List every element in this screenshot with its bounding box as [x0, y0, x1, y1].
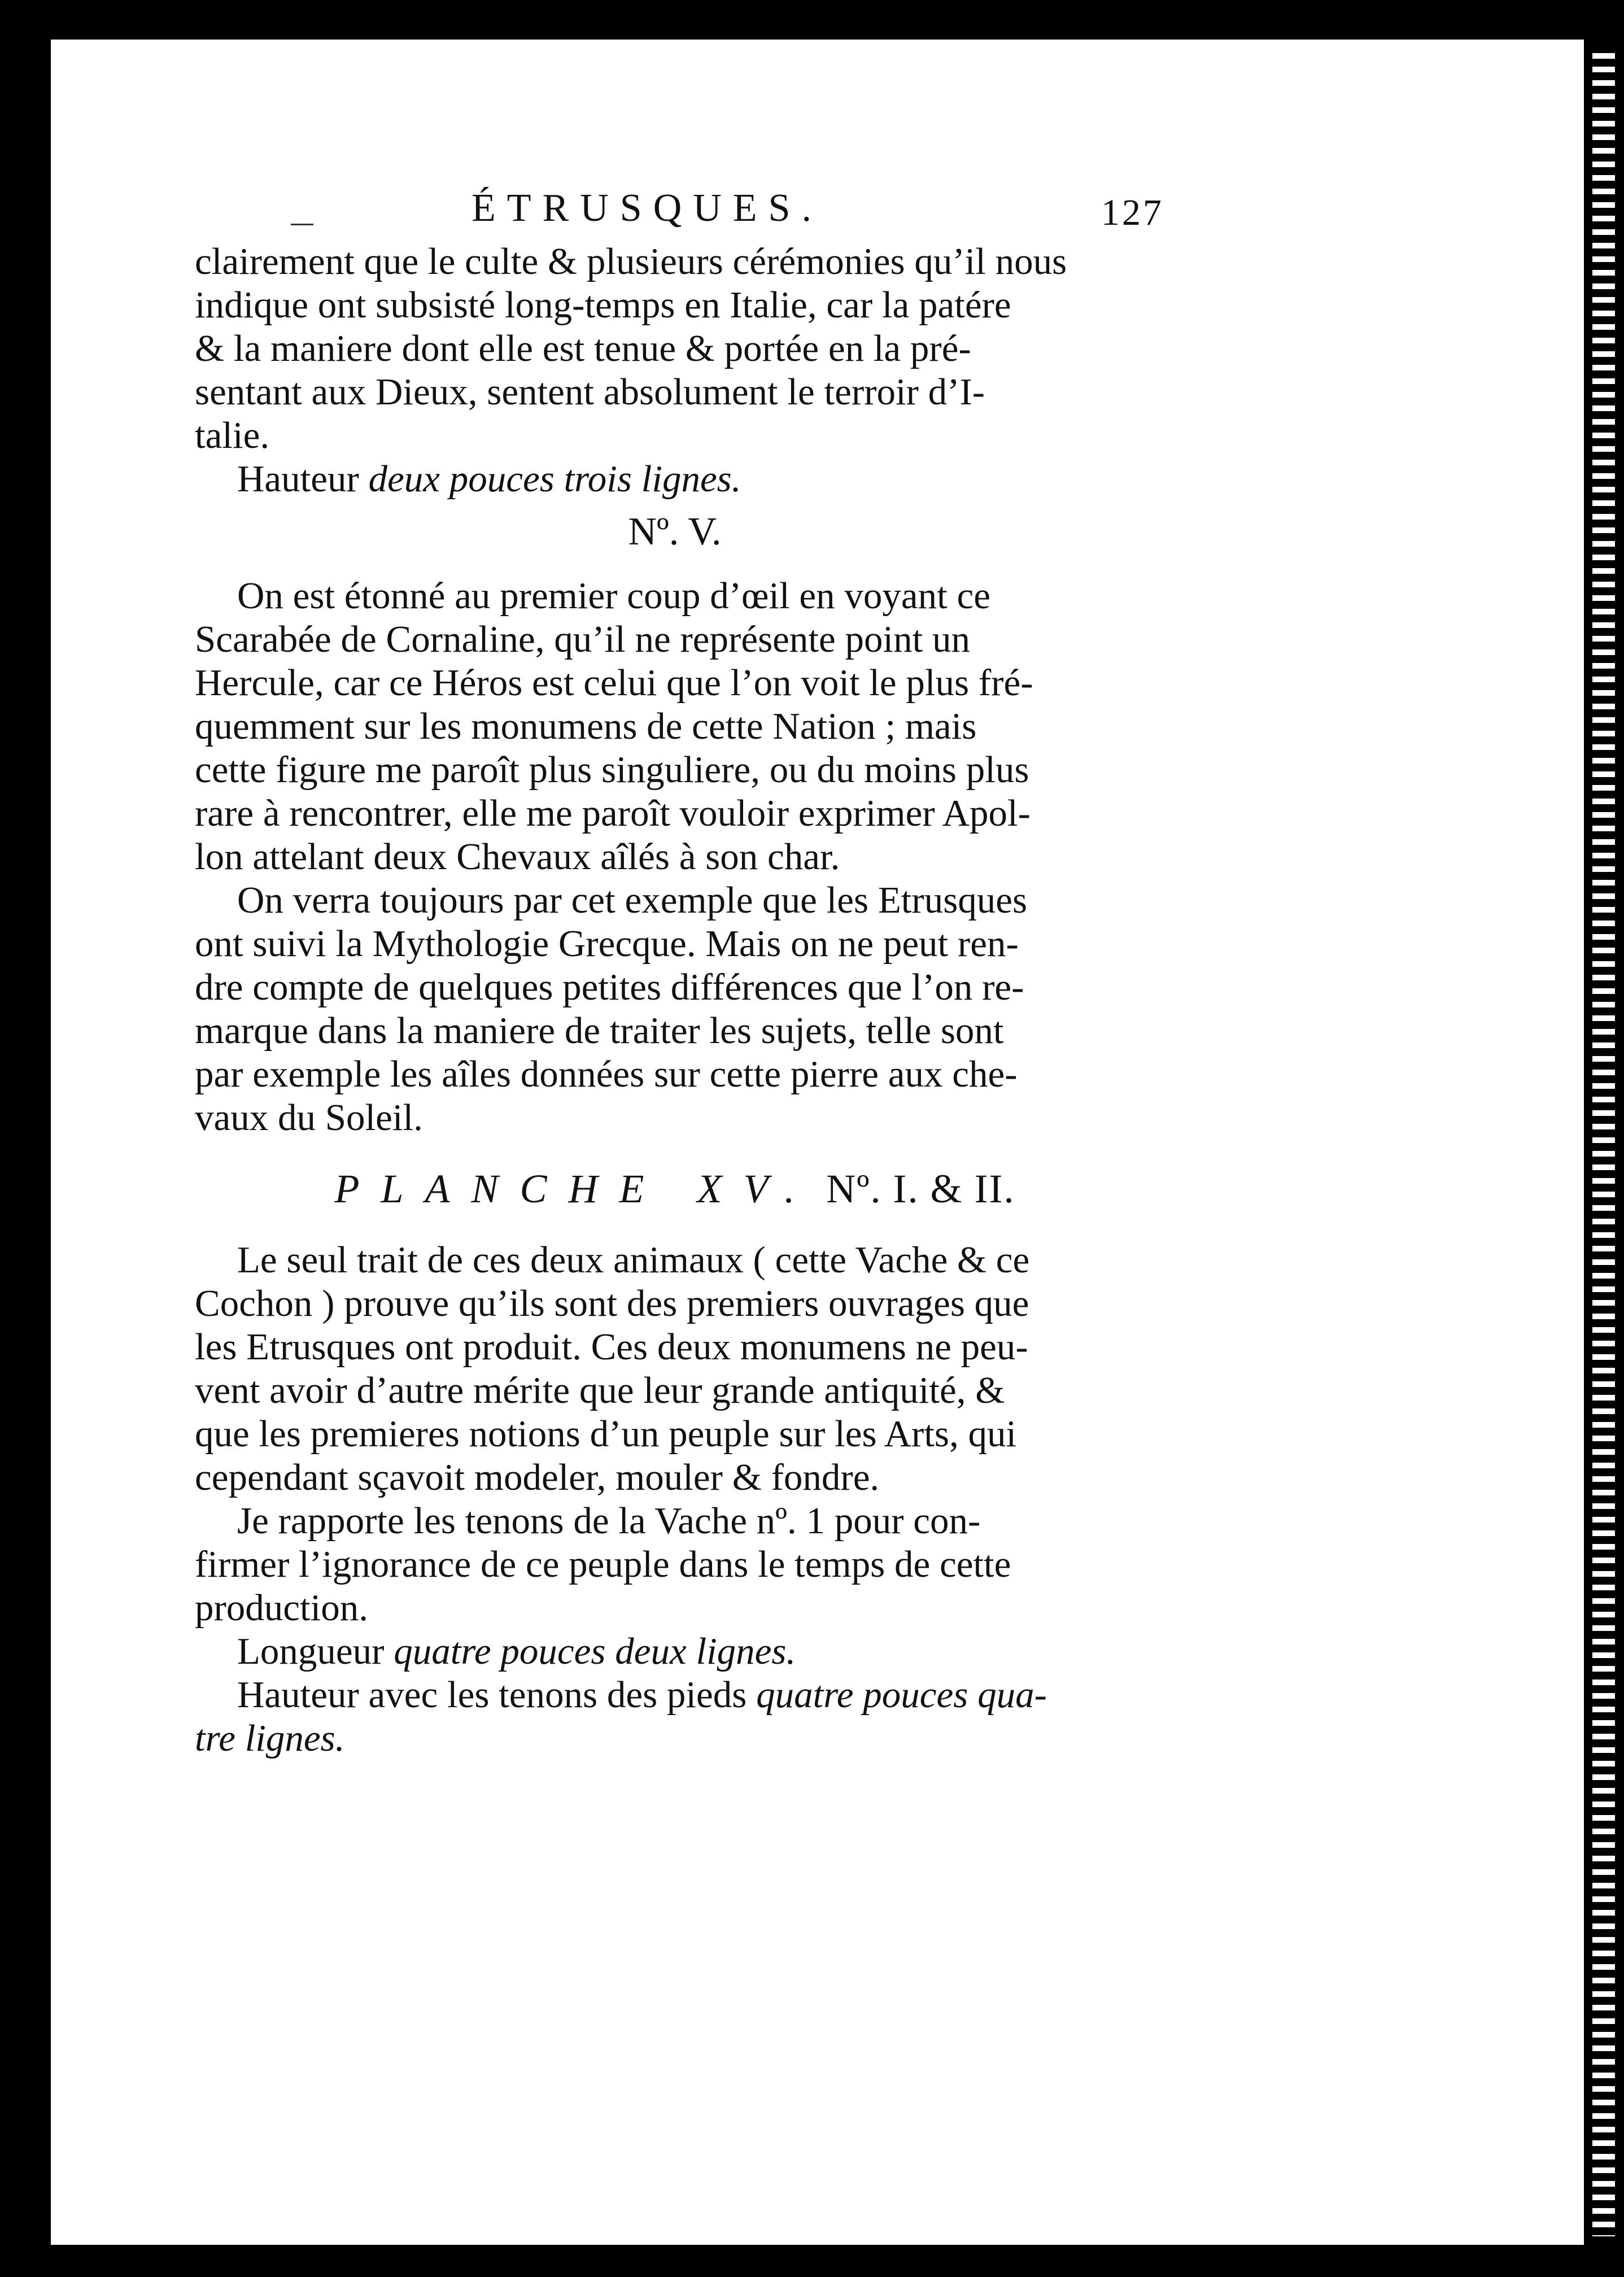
text-line: Le seul trait de ces deux animaux ( cette Vache & ce: [237, 1239, 1030, 1281]
text-line: marque dans la maniere de traiter les sujets, telle sont: [195, 1010, 1004, 1052]
text-line: que les premieres notions d’un peuple sur les Arts, qui: [195, 1413, 1017, 1455]
measure-label: Hauteur: [237, 458, 359, 500]
height-label: Hauteur avec les tenons des pieds: [237, 1674, 747, 1716]
text-line: clairement que le culte & plusieurs cérémonies qu’il nous: [195, 241, 1067, 282]
text-line: talie.: [195, 415, 270, 456]
text-line: On verra toujours par cet exemple que les Etrusques: [237, 879, 1028, 921]
text-line: sentant aux Dieux, sentent absolument le terroir d’I-: [195, 371, 985, 413]
section-heading-no5: Nº. V.: [628, 510, 722, 553]
height-value-part-1: quatre pouces qua-: [756, 1674, 1047, 1716]
text-line: firmer l’ignorance de ce peuple dans le temps de cette: [195, 1543, 1011, 1585]
measure-value: deux pouces trois lignes.: [368, 458, 741, 500]
height-value-part-2: tre lignes.: [195, 1717, 345, 1759]
text-line: lon attelant deux Chevaux aîlés à son char.: [195, 836, 840, 878]
page-edge-stripes: [1592, 45, 1615, 2236]
height-line: [195, 1673, 1155, 1717]
intro-paragraph: [195, 240, 1155, 501]
running-head: [195, 186, 1164, 240]
plate-label: PLANCHE XV.: [334, 1166, 817, 1211]
text-line: production.: [195, 1587, 369, 1629]
length-line: [195, 1630, 1155, 1673]
text-line: Je rapporte les tenons de la Vache nº. 1 pour con-: [237, 1500, 981, 1542]
plate15-measurements: [195, 1630, 1155, 1760]
text-line: vaux du Soleil.: [195, 1097, 423, 1138]
text-line: quemment sur les monumens de cette Nation ; mais: [195, 705, 977, 747]
running-title: ÉTRUSQUES.: [472, 186, 823, 230]
measure-line: [195, 457, 1155, 501]
text-line: Hercule, car ce Héros est celui que l’on voit le plus fré-: [195, 662, 1033, 704]
text-line: ont suivi la Mythologie Grecque. Mais on ne peut ren-: [195, 923, 1019, 965]
no5-paragraph-1: [195, 574, 1155, 879]
text-line: On est étonné au premier coup d’œil en voyant ce: [237, 575, 990, 617]
length-label: Longueur: [237, 1630, 385, 1672]
length-value: quatre pouces deux lignes.: [394, 1630, 796, 1672]
plate15-paragraph-1: [195, 1238, 1155, 1499]
height-line-continued: [195, 1717, 1155, 1760]
text-line: les Etrusques ont produit. Ces deux monumens ne peu-: [195, 1326, 1028, 1368]
section-heading-plate-15: [195, 1140, 1155, 1238]
page-text-block: [195, 186, 1164, 1760]
page-number: 127: [1101, 192, 1164, 233]
plate15-paragraph-2: [195, 1499, 1155, 1630]
header-dash-mark: [291, 224, 313, 225]
text-line: Cochon ) prouve qu’ils sont des premiers ouvrages que: [195, 1283, 1029, 1324]
plate-numbers: Nº. I. & II.: [826, 1166, 1015, 1211]
text-line: cette figure me paroît plus singuliere, ou du moins plus: [195, 749, 1029, 791]
text-line: dre compte de quelques petites différences que l’on re-: [195, 966, 1024, 1008]
text-line: Scarabée de Cornaline, qu’il ne représente point un: [195, 618, 970, 660]
text-line: par exemple les aîles données sur cette pierre aux che-: [195, 1053, 1018, 1095]
text-line: cependant sçavoit modeler, mouler & fondre.: [195, 1456, 880, 1498]
text-line: rare à rencontrer, elle me paroît vouloir exprimer Apol-: [195, 792, 1031, 834]
text-line: vent avoir d’autre mérite que leur grande antiquité, &: [195, 1369, 1005, 1411]
text-line: indique ont subsisté long-temps en Italie, car la patére: [195, 284, 1011, 326]
no5-paragraph-2: [195, 879, 1155, 1140]
text-line: & la maniere dont elle est tenue & portée en la pré-: [195, 328, 971, 369]
